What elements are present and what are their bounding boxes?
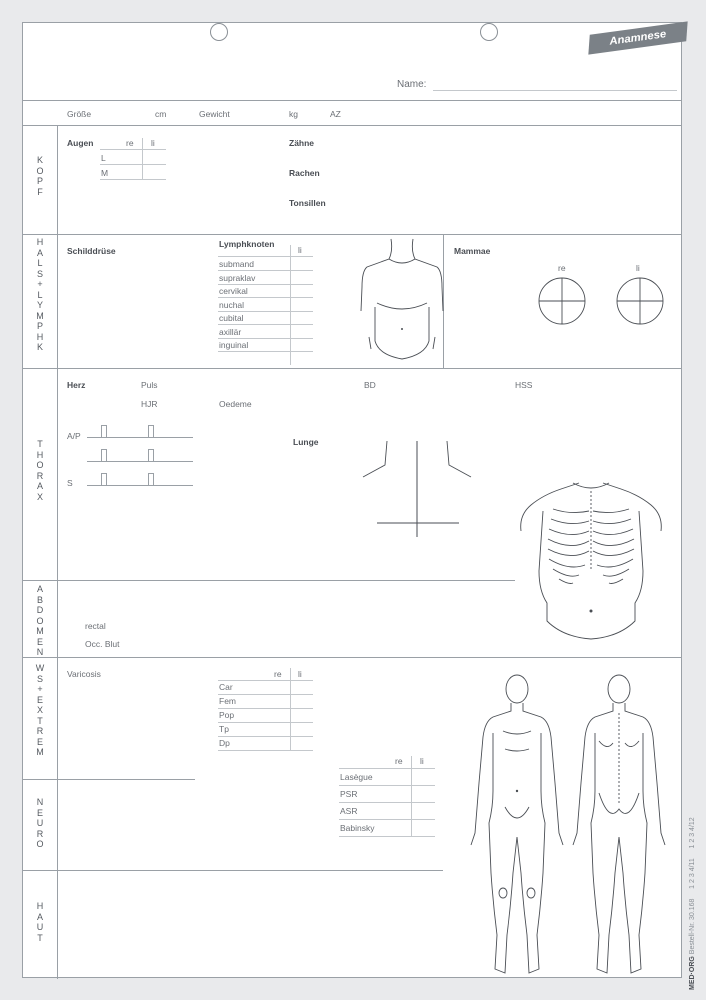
section-letter: R <box>36 726 44 736</box>
section-letter: D <box>36 605 44 615</box>
extrem-divider <box>23 779 195 780</box>
augen-row-m-line[interactable] <box>100 179 166 180</box>
hals-divider <box>23 368 681 369</box>
section-letter: A <box>36 911 43 922</box>
extrem-row-line[interactable] <box>218 694 313 695</box>
section-letter: W <box>35 663 45 673</box>
breast-quadrant-right-diagram[interactable] <box>537 276 587 326</box>
section-letter: + <box>37 279 43 289</box>
section-letter: O <box>36 839 44 849</box>
name-label: Name: <box>397 79 427 90</box>
schilddruese-label: Schilddrüse <box>67 246 116 256</box>
occ-blut-label: Occ. Blut <box>85 639 120 649</box>
extrem-row-label: Fem <box>219 696 236 706</box>
section-letter: H <box>36 331 44 342</box>
herz-label: Herz <box>67 380 86 390</box>
punch-hole-left <box>210 23 228 41</box>
neck-torso-diagram <box>357 237 447 363</box>
neuro-re-header: re <box>395 756 403 766</box>
extrem-row-label: Pop <box>219 710 235 720</box>
section-letter: P <box>36 321 43 331</box>
anamnese-tab: Anamnese <box>588 21 687 54</box>
heart-sound-line-mid[interactable] <box>87 461 193 462</box>
az-label: AZ <box>330 109 341 119</box>
extrem-row-label: Tp <box>219 724 229 734</box>
neuro-row-line[interactable] <box>339 819 435 820</box>
section-letter: N <box>36 797 44 807</box>
brand-logo: MED·ORG <box>689 956 696 990</box>
mammae-re-label: re <box>558 263 566 273</box>
puls-label: Puls <box>141 380 158 390</box>
neuro-row-label: Babinsky <box>340 823 375 833</box>
measures-divider <box>23 125 681 126</box>
section-letter: R <box>36 470 44 481</box>
extrem-row-line[interactable] <box>218 708 313 709</box>
section-letter: M <box>36 310 44 321</box>
augen-column-divider <box>142 138 143 180</box>
print-info-margin <box>687 720 703 990</box>
section-letter: O <box>36 460 44 470</box>
neuro-row-label: ASR <box>340 806 358 816</box>
section-letter: P <box>36 176 43 186</box>
neuro-row-line[interactable] <box>339 785 435 786</box>
weight-unit: kg <box>289 109 298 119</box>
augen-header-line <box>100 149 166 150</box>
augen-label: Augen <box>67 138 94 148</box>
section-label-ws-extrem <box>23 663 57 758</box>
heart-sound-marker <box>148 425 154 437</box>
lymphknoten-label: Lymphknoten <box>219 239 275 249</box>
lymph-row-line[interactable] <box>218 351 313 352</box>
section-letter: E <box>36 807 43 818</box>
lymph-row-label: supraklav <box>219 272 256 283</box>
neuro-row-line[interactable] <box>339 836 435 837</box>
section-letter: H <box>36 449 44 460</box>
lung-back-diagram[interactable] <box>359 437 475 541</box>
lymph-row-line[interactable] <box>218 324 313 325</box>
lymph-row-label: axillär <box>219 326 242 337</box>
section-letter: N <box>36 647 44 657</box>
section-label-abdomen <box>23 584 57 658</box>
augen-row-l: L <box>101 153 106 163</box>
neuro-li-header: li <box>420 756 424 766</box>
lymph-column-divider <box>290 245 291 365</box>
section-letter: M <box>36 626 44 636</box>
extrem-re-header: re <box>274 669 282 679</box>
neuro-row-label: Lasègue <box>340 772 373 782</box>
section-letter: + <box>37 684 43 694</box>
hss-label: HSS <box>515 380 533 390</box>
section-letter: E <box>36 694 43 705</box>
oedeme-label: Oedeme <box>219 399 252 409</box>
section-letter: F <box>37 186 43 197</box>
body-back-diagram[interactable] <box>569 673 669 981</box>
section-letter: S <box>36 268 43 279</box>
hjr-label: HJR <box>141 399 158 409</box>
section-label-thorax <box>23 439 57 502</box>
section-letter: O <box>36 615 44 626</box>
section-letter: A <box>36 584 43 594</box>
anamnese-form-sheet <box>22 22 682 978</box>
heart-sound-marker <box>148 473 154 485</box>
kopf-divider <box>23 234 681 235</box>
rachen-label: Rachen <box>289 168 320 178</box>
section-letter: X <box>36 491 43 502</box>
extrem-row-line[interactable] <box>218 750 313 751</box>
section-label-neuro <box>23 797 57 850</box>
s-label: S <box>67 478 73 488</box>
size-unit: cm <box>155 109 167 119</box>
ribcage-abdomen-diagram[interactable] <box>513 461 669 641</box>
weight-label: Gewicht <box>199 109 230 119</box>
section-label-column-divider <box>57 125 58 979</box>
section-letter: T <box>37 932 43 943</box>
section-letter: L <box>37 289 43 300</box>
order-number: Bestell-Nr. 30.168 <box>689 898 696 955</box>
heart-sound-marker <box>148 449 154 461</box>
extrem-row-label: Dp <box>219 738 230 748</box>
print-info-text <box>689 720 696 990</box>
section-label-haut <box>23 901 57 943</box>
size-label: Größe <box>67 109 92 119</box>
neuro-header-line <box>339 768 435 769</box>
heart-sound-marker <box>101 449 107 461</box>
augen-row-l-line[interactable] <box>100 164 166 165</box>
mammae-li-label: li <box>636 263 640 273</box>
bd-label: BD <box>364 380 376 390</box>
lymph-row-label: cubital <box>219 313 244 323</box>
extrem-header-line <box>218 680 313 681</box>
section-letter: M <box>36 747 44 757</box>
heart-sound-line-ap[interactable] <box>87 437 193 438</box>
section-letter: H <box>36 237 44 247</box>
augen-row-m: M <box>101 168 109 178</box>
section-letter: L <box>37 258 43 268</box>
print-code-2: 1 2 3 4/12 <box>689 817 696 849</box>
rectal-label: rectal <box>85 621 106 631</box>
lymph-row-label: nuchal <box>219 299 245 310</box>
neuro-divider <box>23 870 443 871</box>
breast-quadrant-left-diagram[interactable] <box>615 276 665 326</box>
section-letter: U <box>36 922 44 932</box>
section-letter: K <box>36 155 43 165</box>
thorax-divider <box>23 580 515 581</box>
heart-sound-marker <box>101 425 107 437</box>
section-letter: X <box>36 705 43 715</box>
lunge-label: Lunge <box>293 437 319 447</box>
neuro-row-line[interactable] <box>339 802 435 803</box>
section-letter: Y <box>36 300 43 310</box>
lymph-row-line[interactable] <box>218 284 313 285</box>
lymph-row-line[interactable] <box>218 338 313 339</box>
lymph-row-label: inguinal <box>219 340 249 350</box>
tonsillen-label: Tonsillen <box>289 198 326 208</box>
neuro-row-label: PSR <box>340 789 358 799</box>
lymph-row-label: cervikal <box>219 286 248 296</box>
lymph-row-line[interactable] <box>218 311 313 312</box>
section-letter: R <box>36 828 44 839</box>
extrem-row-line[interactable] <box>218 722 313 723</box>
heart-sound-marker <box>101 473 107 485</box>
varicosis-label: Varicosis <box>67 669 101 679</box>
extrem-row-line[interactable] <box>218 736 313 737</box>
section-letter: A <box>36 247 43 258</box>
abdomen-divider <box>23 657 681 658</box>
zaehne-label: Zähne <box>289 138 315 148</box>
section-letter: O <box>36 165 44 176</box>
section-label-hals <box>23 237 57 353</box>
header-divider <box>23 100 681 101</box>
section-label-kopf <box>23 155 57 197</box>
section-letter: B <box>36 594 43 605</box>
lymphknoten-li-header: li <box>298 245 302 255</box>
section-letter: K <box>36 342 43 352</box>
section-letter: S <box>36 673 43 684</box>
lymph-row-label: submand <box>219 259 254 269</box>
section-letter: E <box>36 736 43 747</box>
extrem-li-header: li <box>298 669 302 679</box>
heart-sound-line-s[interactable] <box>87 485 193 486</box>
augen-li-header: li <box>151 138 155 148</box>
section-letter: T <box>37 439 43 449</box>
section-letter: H <box>36 901 44 911</box>
augen-re-header: re <box>126 138 134 148</box>
extrem-row-label: Car <box>219 682 233 692</box>
lymph-header-line <box>218 256 313 257</box>
print-code-1: 1 2 3 4/11 <box>689 858 696 889</box>
punch-hole-right <box>480 23 498 41</box>
lymph-row-line[interactable] <box>218 270 313 271</box>
section-letter: E <box>36 636 43 647</box>
section-letter: U <box>36 818 44 828</box>
lymph-row-line[interactable] <box>218 297 313 298</box>
section-letter: A <box>36 481 43 491</box>
body-front-diagram[interactable] <box>467 673 567 981</box>
name-field-line[interactable] <box>433 90 677 91</box>
ap-label: A/P <box>67 431 81 441</box>
section-letter: T <box>37 715 43 726</box>
mammae-label: Mammae <box>454 246 491 256</box>
